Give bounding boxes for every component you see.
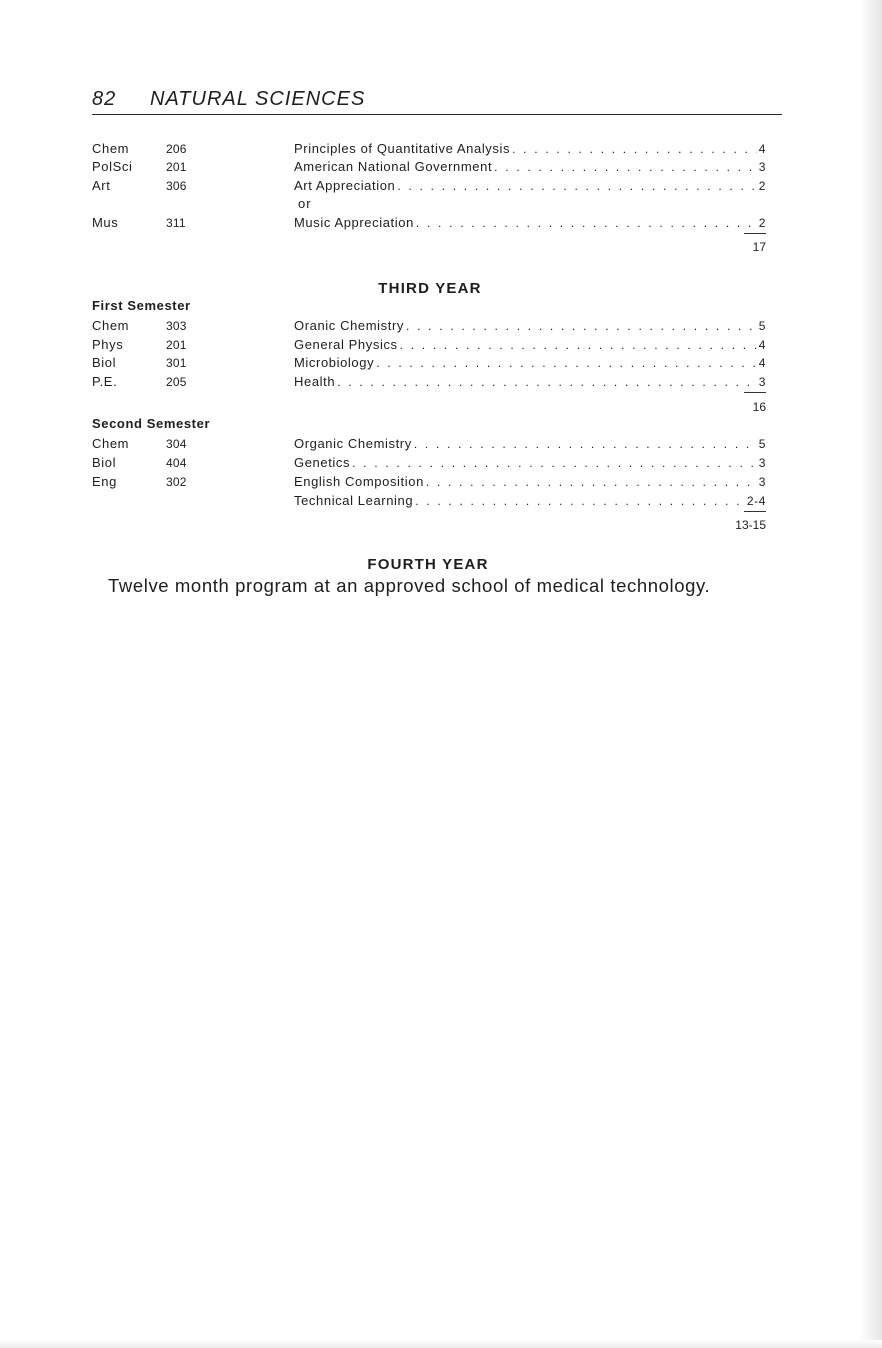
course-row [92, 473, 766, 491]
course-number: 311 [166, 216, 186, 230]
course-title: Music Appreciation [294, 215, 414, 230]
course-title-line [294, 492, 766, 510]
total-rule [744, 511, 766, 512]
course-title-line [294, 454, 766, 472]
page-bottom-shadow [0, 1340, 882, 1348]
course-credits: 2-4 [746, 494, 766, 508]
course-row [92, 214, 766, 232]
course-credits: 5 [758, 319, 766, 333]
second-semester-heading: Second Semester [92, 416, 211, 431]
course-credits: 2 [758, 179, 766, 193]
course-number: 206 [166, 142, 187, 156]
course-dept: Biol [92, 355, 117, 370]
section-name: NATURAL SCIENCES [150, 88, 366, 110]
dot-leader [397, 177, 756, 195]
course-title: Technical Learning [294, 493, 414, 508]
course-dept: P.E. [92, 374, 118, 389]
total-rule [744, 392, 766, 393]
credit-total: 16 [752, 400, 766, 414]
course-dept: Mus [92, 215, 119, 230]
course-title-line [294, 473, 766, 491]
course-row [92, 354, 766, 372]
total-rule [744, 233, 766, 234]
course-title: Art Appreciation [294, 178, 396, 193]
course-title-line [294, 158, 766, 176]
course-dept: Chem [92, 141, 130, 156]
dot-leader [337, 373, 757, 391]
or-label: or [298, 196, 312, 211]
course-number: 301 [166, 356, 187, 370]
dot-leader [406, 317, 757, 335]
course-title-line [294, 354, 766, 372]
course-dept: Chem [92, 318, 130, 333]
course-number: 306 [166, 179, 187, 193]
course-title-line [294, 317, 766, 335]
course-title-line [294, 435, 766, 453]
course-credits: 4 [758, 142, 766, 156]
fourth-year-title: FOURTH YEAR [367, 556, 489, 573]
course-title: Health [294, 374, 336, 389]
dot-leader [400, 336, 757, 354]
course-title: English Composition [294, 474, 424, 489]
dot-leader [352, 454, 757, 472]
course-title: Principles of Quantitative Analysis [294, 141, 511, 156]
page-number: 82 [92, 88, 117, 110]
course-title: Organic Chemistry [294, 436, 412, 451]
course-dept: Eng [92, 474, 117, 489]
course-number: 201 [166, 338, 187, 352]
course-dept: Art [92, 178, 111, 193]
course-row [92, 435, 766, 453]
course-credits: 3 [758, 475, 766, 489]
course-row [92, 158, 766, 176]
course-title: American National Government [294, 159, 493, 174]
course-dept: Phys [92, 337, 124, 352]
course-title: Oranic Chemistry [294, 318, 405, 333]
dot-leader [512, 140, 757, 158]
course-credits: 3 [758, 375, 766, 389]
course-title-line [294, 214, 766, 232]
course-title: Genetics [294, 455, 351, 470]
third-year-title: THIRD YEAR [378, 280, 482, 297]
course-credits: 5 [758, 437, 766, 451]
course-credits: 3 [758, 456, 766, 470]
course-number: 404 [166, 456, 187, 470]
course-credits: 4 [758, 338, 766, 352]
dot-leader [414, 435, 757, 453]
course-credits: 2 [758, 216, 766, 230]
course-dept: Biol [92, 455, 117, 470]
course-dept: PolSci [92, 159, 133, 174]
course-number: 304 [166, 437, 187, 451]
dot-leader [415, 492, 745, 510]
course-row [92, 317, 766, 335]
dot-leader [416, 214, 757, 232]
course-title: General Physics [294, 337, 398, 352]
course-row [92, 373, 766, 391]
course-number: 303 [166, 319, 187, 333]
course-dept: Chem [92, 436, 130, 451]
credit-total: 17 [752, 240, 766, 254]
credit-total: 13-15 [735, 518, 766, 532]
page-header [92, 88, 780, 111]
dot-leader [494, 158, 757, 176]
course-credits: 4 [758, 356, 766, 370]
fourth-year-note: Twelve month program at an approved school of medical technology. [108, 575, 711, 596]
dot-leader [376, 354, 757, 372]
course-number: 302 [166, 475, 187, 489]
course-number: 205 [166, 375, 187, 389]
course-row [92, 140, 766, 158]
course-row [92, 454, 766, 472]
dot-leader [426, 473, 757, 491]
course-row [92, 177, 766, 195]
course-row [92, 492, 766, 510]
course-number: 201 [166, 160, 187, 174]
first-semester-heading: First Semester [92, 298, 191, 313]
page-edge-shadow [860, 0, 882, 1348]
course-title-line [294, 140, 766, 158]
course-title-line [294, 177, 766, 195]
course-title: Microbiology [294, 355, 375, 370]
header-rule [92, 114, 782, 115]
course-title-line [294, 373, 766, 391]
course-title-line [294, 336, 766, 354]
course-row [92, 336, 766, 354]
course-credits: 3 [758, 160, 766, 174]
